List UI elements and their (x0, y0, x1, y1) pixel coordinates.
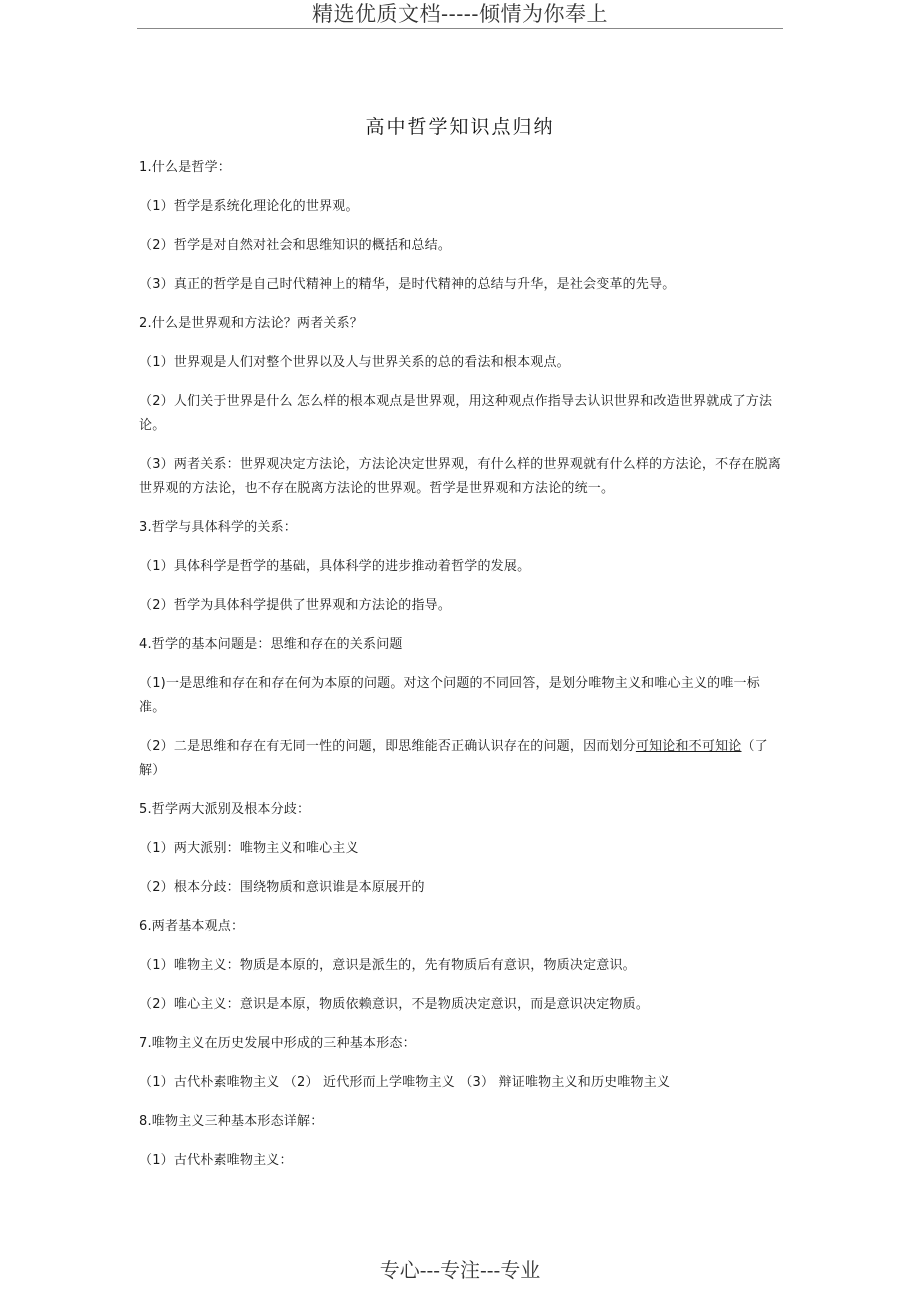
section-6-heading: 6.两者基本观点： (139, 919, 245, 934)
section-1-item-2: （2）哲学是对自然对社会和思维知识的概括和总结。 (139, 238, 452, 253)
document-body (139, 156, 784, 1188)
section-7-item-1: （1）古代朴素唯物主义 （2） 近代形而上学唯物主义 （3） 辩证唯物主义和历史唯物主义 (139, 1075, 671, 1090)
section-8-item-1: （1）古代朴素唯物主义： (139, 1153, 293, 1168)
section-8-heading: 8.唯物主义三种基本形态详解： (139, 1114, 324, 1129)
section-3-heading: 3.哲学与具体科学的关系： (139, 520, 298, 535)
section-4-item-1: （1)一是思维和存在和存在何为本原的问题。对这个问题的不同回答，是划分唯物主义和唯心主义的唯一标准。 (139, 676, 760, 715)
section-5-item-2: （2）根本分歧：围绕物质和意识谁是本原展开的 (139, 880, 425, 895)
section-5-item-1: （1）两大派别：唯物主义和唯心主义 (139, 841, 359, 856)
section-6-item-1: （1）唯物主义：物质是本原的，意识是派生的，先有物质后有意识，物质决定意识。 (139, 958, 636, 973)
section-4-item-2-text: （2）二是思维和存在有无同一性的问题，即思维能否正确认识存在的问题，因而划分 (139, 739, 636, 754)
section-2-item-2: （2）人们关于世界是什么 怎么样的根本观点是世界观，用这种观点作指导去认识世界和改造世界就成了方法论。 (139, 394, 773, 433)
page-header: 精选优质文档-----倾情为你奉上 (312, 2, 608, 26)
section-1-item-3: （3）真正的哲学是自己时代精神上的精华，是时代精神的总结与升华，是社会变革的先导。 (139, 277, 676, 292)
section-2-item-3: （3）两者关系：世界观决定方法论，方法论决定世界观，有什么样的世界观就有什么样的方法论，不存在脱离世界观的方法论，也不存在脱离方法论的世界观。哲学是世界观和方法论的统一。 (139, 457, 782, 496)
section-3-item-2: （2）哲学为具体科学提供了世界观和方法论的指导。 (139, 598, 452, 613)
section-1-heading: 1.什么是哲学： (139, 160, 232, 175)
section-5-heading: 5.哲学两大派别及根本分歧： (139, 802, 311, 817)
section-4-item-2-underlined: 可知论和不可知论 (635, 739, 742, 754)
page-footer: 专心---专注---专业 (379, 1258, 541, 1282)
section-7-heading: 7.唯物主义在历史发展中形成的三种基本形态： (139, 1036, 416, 1051)
document-title: 高中哲学知识点归纳 (365, 116, 555, 138)
section-4-item-2 (139, 735, 784, 783)
section-4-item-2-note: （了解） (139, 739, 768, 778)
section-4-heading: 4.哲学的基本问题是：思维和存在的关系问题 (139, 637, 403, 652)
section-6-item-2: （2）唯心主义：意识是本原，物质依赖意识，不是物质决定意识，而是意识决定物质。 (139, 997, 650, 1012)
header-divider (137, 28, 783, 29)
section-3-item-1: （1）具体科学是哲学的基础，具体科学的进步推动着哲学的发展。 (139, 559, 531, 574)
section-2-item-1: （1）世界观是人们对整个世界以及人与世界关系的总的看法和根本观点。 (139, 355, 570, 370)
section-1-item-1: （1）哲学是系统化理论化的世界观。 (139, 199, 359, 214)
section-2-heading: 2.什么是世界观和方法论？两者关系？ (139, 316, 364, 331)
